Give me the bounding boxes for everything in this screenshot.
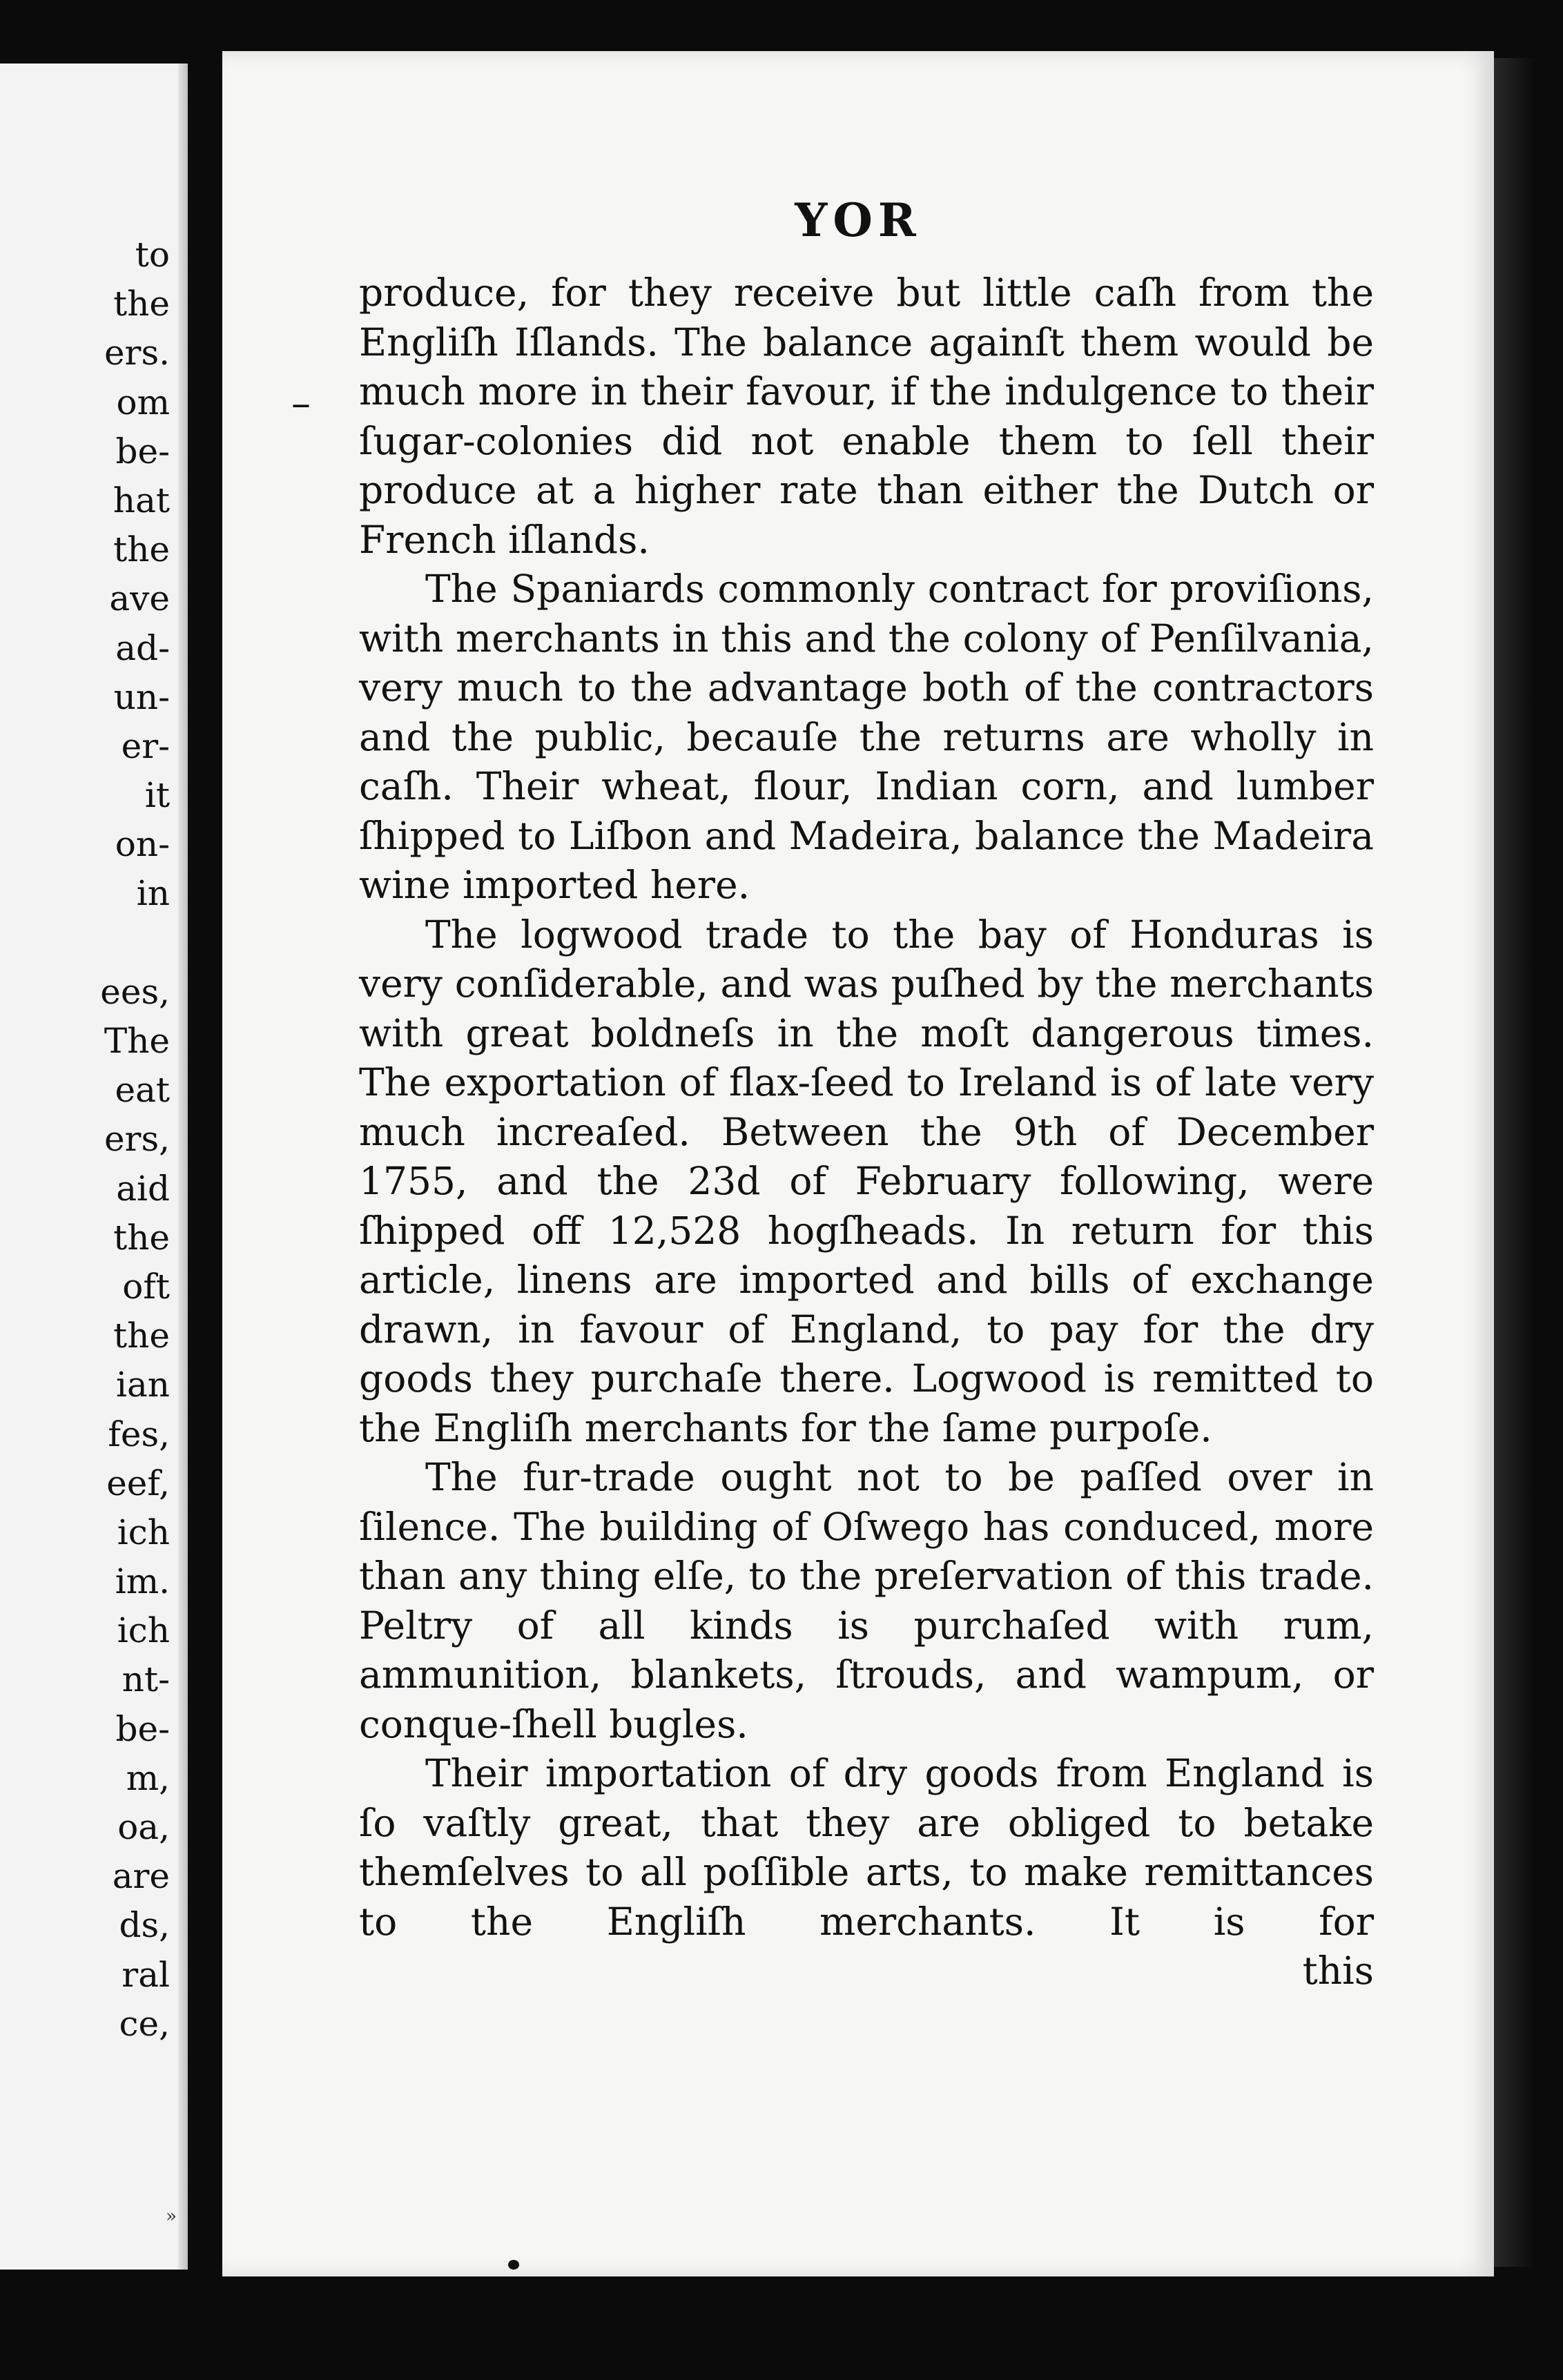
left-page-line: ees, xyxy=(100,971,170,1012)
page-edge-shadow xyxy=(1494,58,1535,2267)
left-page-line: be- xyxy=(115,1708,170,1749)
left-page-gutter xyxy=(178,64,188,2270)
left-page-line: the xyxy=(113,1316,170,1356)
left-page-line: m, xyxy=(126,1757,170,1798)
left-page-line: im. xyxy=(115,1561,170,1602)
left-page-fragment xyxy=(0,64,188,2270)
left-page-line: oft xyxy=(122,1266,170,1307)
left-page-line: ers. xyxy=(104,333,170,373)
left-page-line: un- xyxy=(113,676,170,717)
left-page-line: ich xyxy=(117,1610,170,1651)
paragraph-1: produce, for they receive but little caſh from the Engliſh Iſlands. The balance againſt them would be much more in their favour, if the indulgence to their ſugar-colonies did not enable them to ſell their produce at a higher rate than either the Dutch or French iſlands. xyxy=(359,271,1374,562)
left-page-line: aid xyxy=(116,1168,170,1209)
ink-dot xyxy=(508,2260,519,2270)
left-page-line: ds, xyxy=(119,1905,170,1946)
left-page-line: in xyxy=(136,873,170,914)
left-page-line: ers, xyxy=(104,1119,170,1160)
left-page-line xyxy=(4,919,170,968)
left-page-line: ich xyxy=(117,1512,170,1552)
left-page-line: hat xyxy=(113,480,170,520)
left-page-line: fes, xyxy=(108,1414,170,1454)
left-page-line-endings xyxy=(4,231,170,2049)
left-page-line: eat xyxy=(115,1070,170,1111)
left-page-line: the xyxy=(113,284,170,324)
left-page-line: eef, xyxy=(106,1463,170,1503)
left-page-line: be- xyxy=(115,431,170,471)
paragraph-4: The fur-trade ought not to be paſſed over in ſilence. The building of Oſwego has conduced, more than any thing elſe, to the preſervation of this trade. Peltry of all kinds is purchaſed with rum, ammunition, blankets, ſtrouds, and wampum, or conque-ſhell bugles. xyxy=(359,1455,1374,1746)
left-page-line: oa, xyxy=(117,1807,170,1847)
left-page-line: ce, xyxy=(119,2003,170,2044)
body-text xyxy=(359,269,1374,1996)
left-page-line: er- xyxy=(121,725,170,766)
left-page-line: ad- xyxy=(115,627,170,668)
running-head: YOR xyxy=(795,193,922,247)
paragraph-5: Their importation of dry goods from England is ſo vaſtly great, that they are obliged to betake themſelves to all poſſible arts, to make remittances to the Engliſh merchants. It is for xyxy=(359,1751,1374,1944)
paragraph-3: The logwood trade to the bay of Honduras is very conſiderable, and was puſhed by the merchants with great boldneſs in the moſt dangerous times. The exportation of flax-ſeed to Ireland is of late very much increaſed. Between the 9th of December 1755, and the 23d of February following, were ſhipped off 12,528 hogſheads. In return for this article, linens are imported and bills of exchange drawn, in favour of England, to pay for the dry goods they purchaſe there. Logwood is remitted to the Engliſh merchants for the ſame purpoſe. xyxy=(359,912,1374,1450)
paragraph-2: The Spaniards commonly contract for proviſions, with merchants in this and the colony of Penſilvania, very much to the advantage both of the contractors and the public, becauſe the returns are wholly in caſh. Their wheat, flour, Indian corn, and lumber ſhipped to Liſbon and Madeira, balance the Madeira wine imported here. xyxy=(359,567,1374,907)
margin-dash-mark: – xyxy=(291,381,311,426)
catchword: this xyxy=(1302,1949,1374,1993)
left-page-line: are xyxy=(112,1856,170,1897)
left-page-line: The xyxy=(104,1021,170,1061)
left-page-line: ave xyxy=(109,578,170,619)
main-page xyxy=(222,51,1494,2276)
left-page-line: to xyxy=(135,235,170,275)
left-page-line: ral xyxy=(122,1954,170,1995)
left-page-line: it xyxy=(144,775,170,816)
left-page-line: ian xyxy=(115,1365,170,1405)
left-margin-speck: » xyxy=(166,2206,177,2227)
left-page-line: the xyxy=(113,529,170,570)
left-page-line: om xyxy=(116,382,170,422)
left-page-line: on- xyxy=(115,824,170,865)
left-page-line: the xyxy=(113,1217,170,1258)
left-page-line: nt- xyxy=(122,1659,170,1700)
